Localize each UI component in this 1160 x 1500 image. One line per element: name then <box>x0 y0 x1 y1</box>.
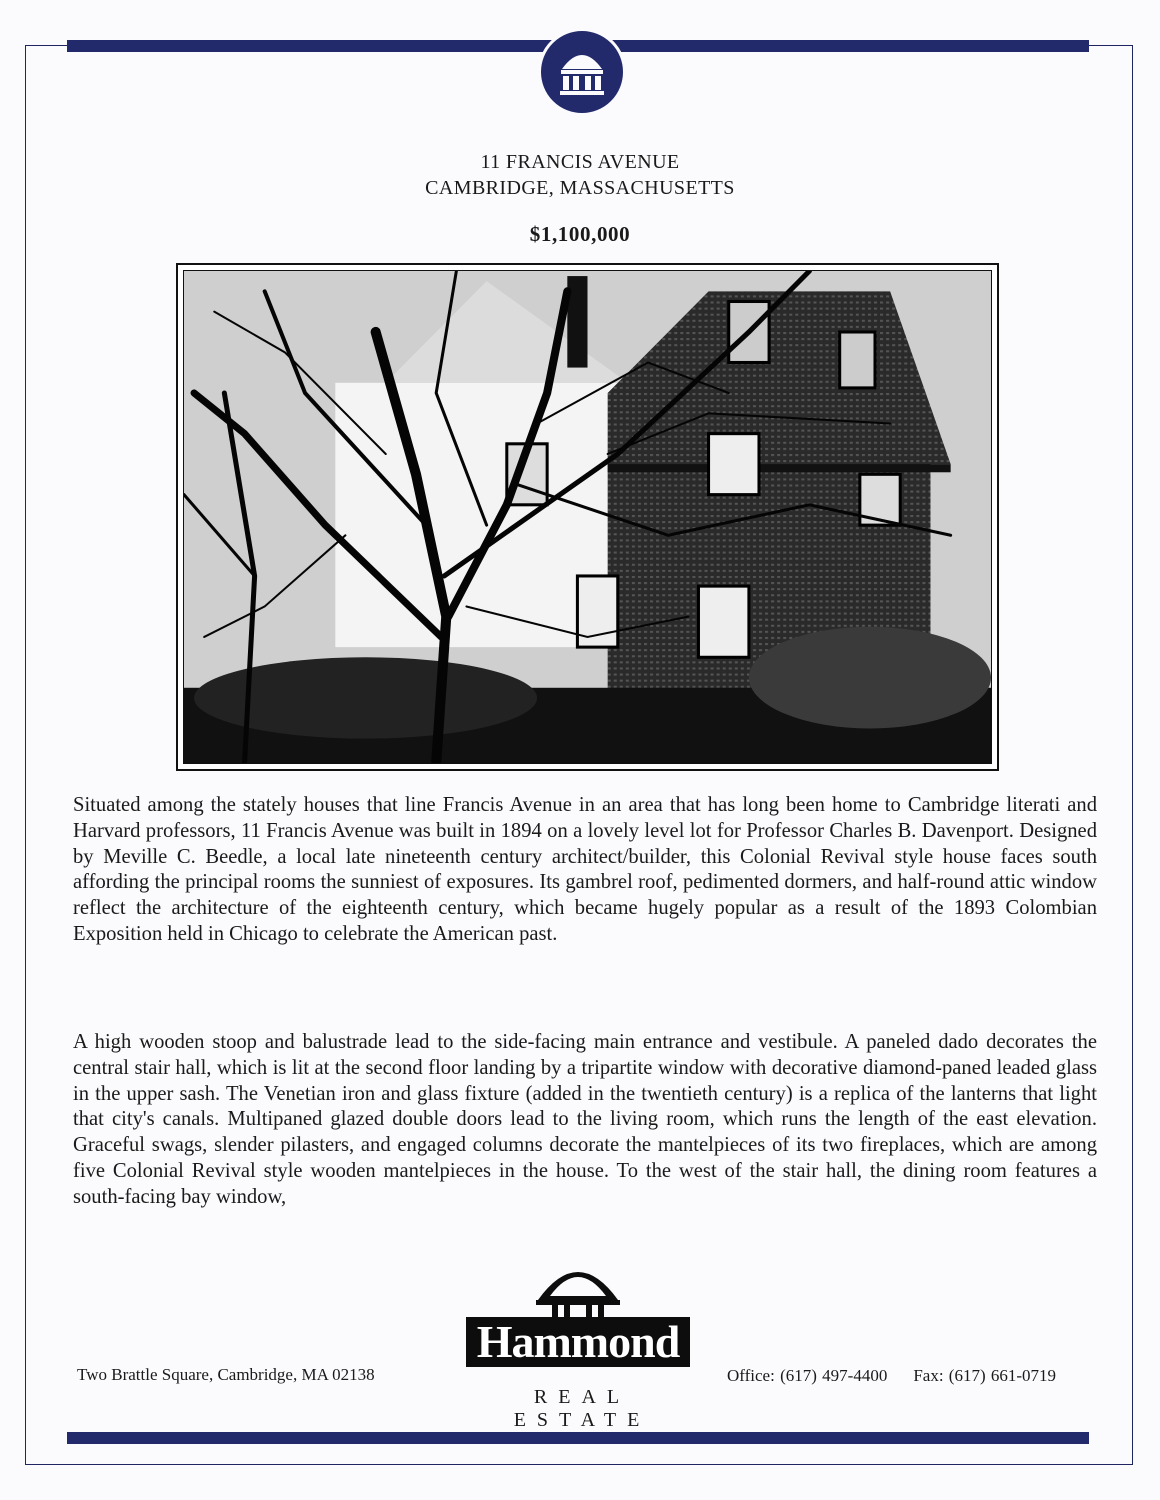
footer-contacts <box>727 1366 1056 1386</box>
property-photo <box>176 263 999 771</box>
hammond-brand-logo <box>460 1250 696 1431</box>
description-paragraph-2: A high wooden stoop and balustrade lead to the side-facing main entrance and vestibule. A paneled dado decorates the central stair hall, which is lit at the second floor landing by a tripartite window with decorative diamond-paned leaded glass in the upper sash. The Venetian iron and glass fixture (added in the twentieth century) is a replica of the lanterns that light that city's canals. Multipaned glazed double doors lead to the living room, which runs the length of the east elevation. Graceful swags, slender pilasters, and engaged columns decorate the mantelpieces of its two fireplaces, which are among five Colonial Revival style wooden mantelpieces in the house. To the west of the stair hall, the dining room features a south-facing bay window, <box>73 1031 1097 1208</box>
bottom-band <box>67 1432 1089 1444</box>
house-photo-icon <box>184 271 991 763</box>
address-line-1: 11 FRANCIS AVENUE <box>480 151 680 173</box>
brand-name: Hammond <box>476 1316 680 1367</box>
fax-number: Fax: (617) 661-0719 <box>913 1366 1057 1385</box>
dome-building-icon <box>460 1250 696 1320</box>
description-paragraph-1: Situated among the stately houses that line Francis Avenue in an area that has long been home to Cambridge literati and Harvard professors, 11 Francis Avenue was built in 1894 on a lovely level lot for Professor Charles B. Davenport. Designed by Meville C. Beedle, a local late nineteenth century architect/builder, this Colonial Revival style house faces south affording the principal rooms the sunniest of exposures. Its gambrel roof, pedimented dormers, and half-round attic window reflect the architecture of the eighteenth century, which became hugely popular as a result of the 1893 Colombian Exposition held in Chicago to celebrate the American past. <box>73 794 1097 945</box>
listing-price: $1,100,000 <box>529 222 631 246</box>
building-icon <box>541 31 623 113</box>
address-line-2: CAMBRIDGE, MASSACHUSETTS <box>425 177 735 199</box>
footer-address: Two Brattle Square, Cambridge, MA 02138 <box>77 1365 375 1384</box>
office-phone: Office: (617) 497-4400 <box>727 1366 888 1385</box>
brand-subtitle: REAL ESTATE <box>513 1386 651 1431</box>
hammond-seal-logo <box>538 28 626 116</box>
